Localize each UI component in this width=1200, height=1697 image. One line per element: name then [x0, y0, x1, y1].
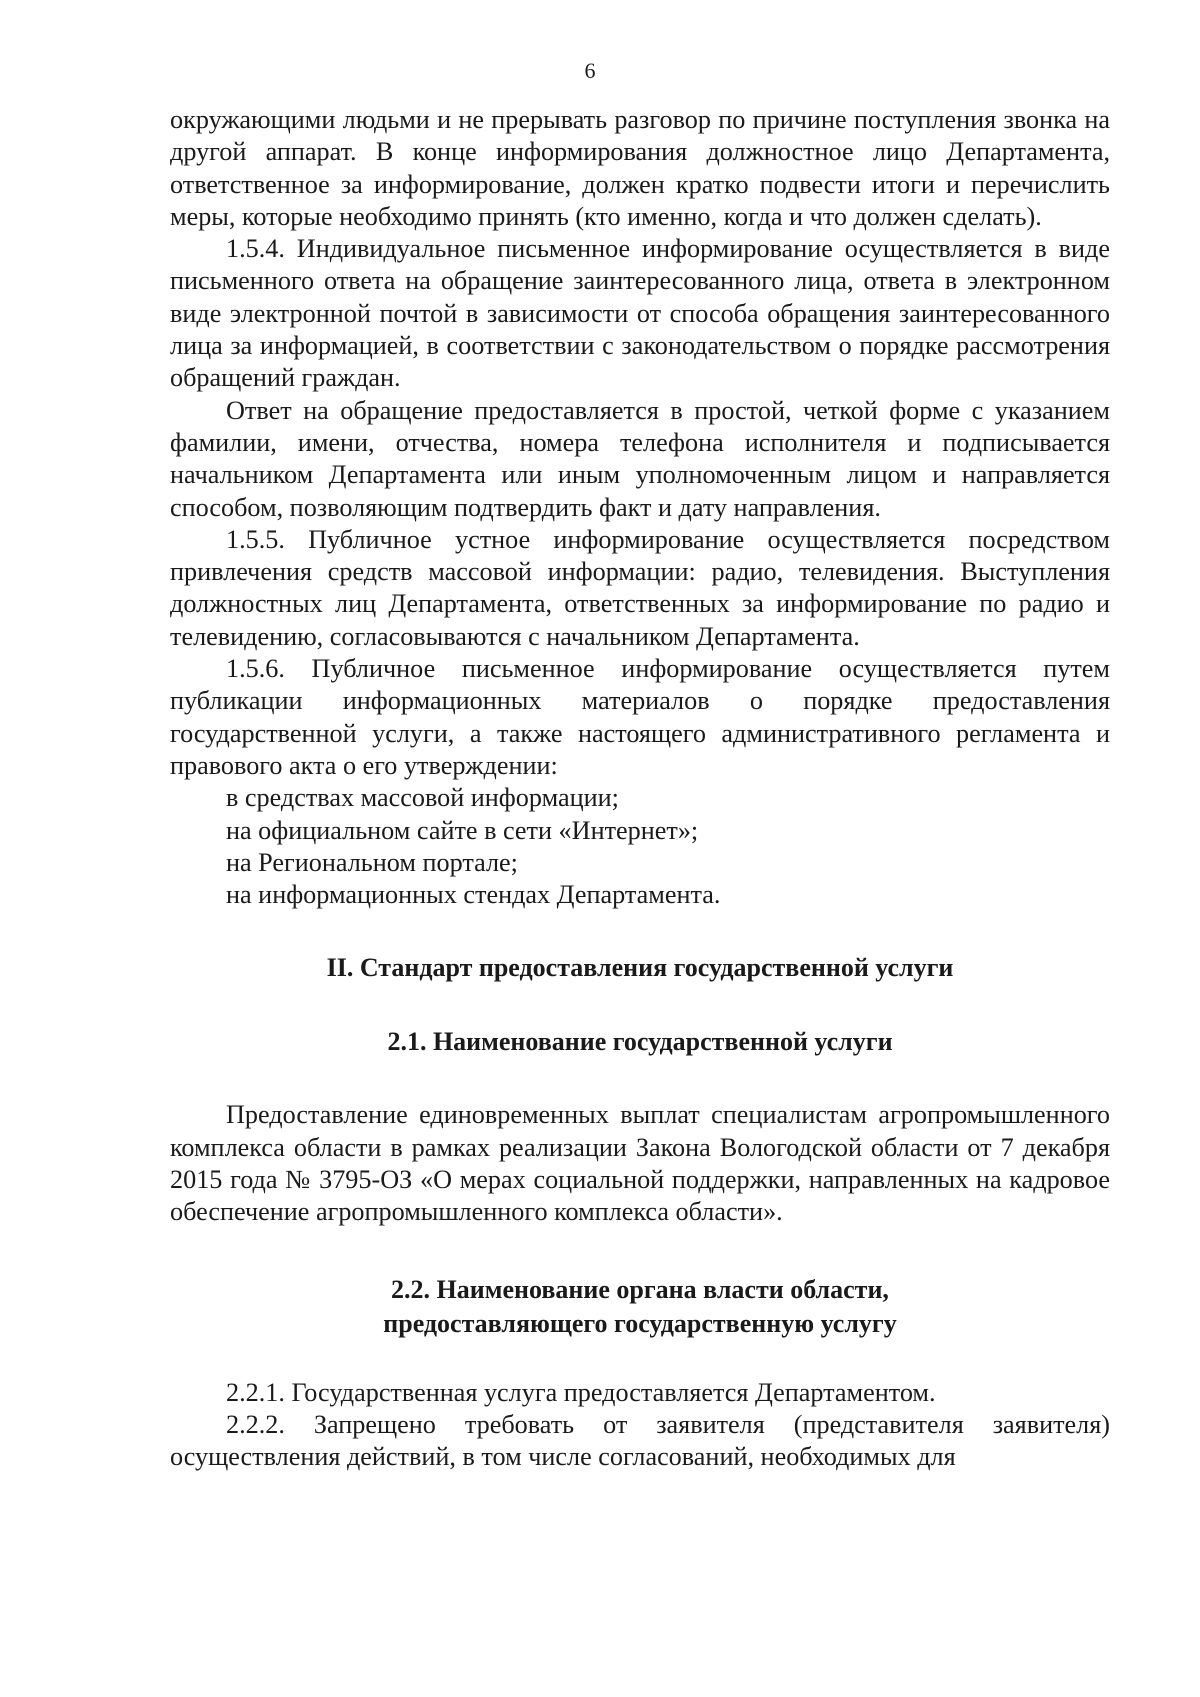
heading-2-1: 2.1. Наименование государственной услуги — [387, 1027, 893, 1057]
heading-2-2-line2: предоставляющего государственную услугу — [383, 1308, 897, 1338]
list-item: в средствах массовой информации; — [226, 783, 619, 813]
intro-paragraph: окружающими людьми и не прерывать разговор по причине поступления звонка на другой аппарат. В конце информирования должностное лицо Департамента, ответственное за информирование, должен кратко подвести итоги и перечислить меры, которые необходимо принять (кто именно, когда и что должен сделать). — [170, 105, 1110, 231]
paragraph-2-2-1: 2.2.1. Государственная услуга предоставляется Департаментом. — [226, 1377, 936, 1407]
paragraph-1-5-5: 1.5.5. Публичное устное информирование осуществляется посредством привлечения средств массовой информации: радио, телевидения. Выступления должностных лиц Департамента, ответственных за информирование по радио и телевидению, согласовываются с начальником Департамента. — [170, 524, 1110, 651]
paragraph-answer: Ответ на обращение предоставляется в простой, четкой форме с указанием фамилии, имени, отчества, номера телефона исполнителя и подписывается начальником Департамента или иным уполномоченным лицом и направляется способом, позволяющим подтвердить факт и дату направления. — [170, 395, 1110, 522]
document-body — [170, 104, 1110, 1474]
paragraph-1-5-4: 1.5.4. Индивидуальное письменное информирование осуществляется в виде письменного ответа на обращение заинтересованного лица, ответа в электронном виде электронной почтой в зависимости от способа обращения заинтересованного лица за информацией, в соответствии с законодательством о порядке рассмотрения обращений граждан. — [170, 234, 1110, 393]
list-item: на информационных стендах Департамента. — [226, 880, 721, 910]
section-2-heading: II. Стандарт предоставления государственной услуги — [326, 953, 954, 983]
paragraph-2-2-2: 2.2.2. Запрещено требовать от заявителя (представителя заявителя) осуществления действий, в том числе согласований, необходимых для — [170, 1409, 1110, 1472]
list-item: на Региональном портале; — [226, 847, 518, 877]
page-number: 6 — [584, 58, 596, 83]
paragraph-2-1: Предоставление единовременных выплат специалистам агропромышленного комплекса области в рамках реализации Закона Вологодской области от 7 декабря 2015 года № 3795-ОЗ «О мерах социальной поддержки, направленных на кадровое обеспечение агропромышленного комплекса области». — [170, 1100, 1110, 1227]
heading-2-2-line1: 2.2. Наименование органа власти области, — [391, 1274, 889, 1304]
paragraph-1-5-6: 1.5.6. Публичное письменное информирование осуществляется путем публикации информационных материалов о порядке предоставления государственной услуги, а также настоящего административного регламента и правового акта о его утверждении: — [170, 654, 1110, 780]
list-item: на официальном сайте в сети «Интернет»; — [226, 815, 699, 845]
